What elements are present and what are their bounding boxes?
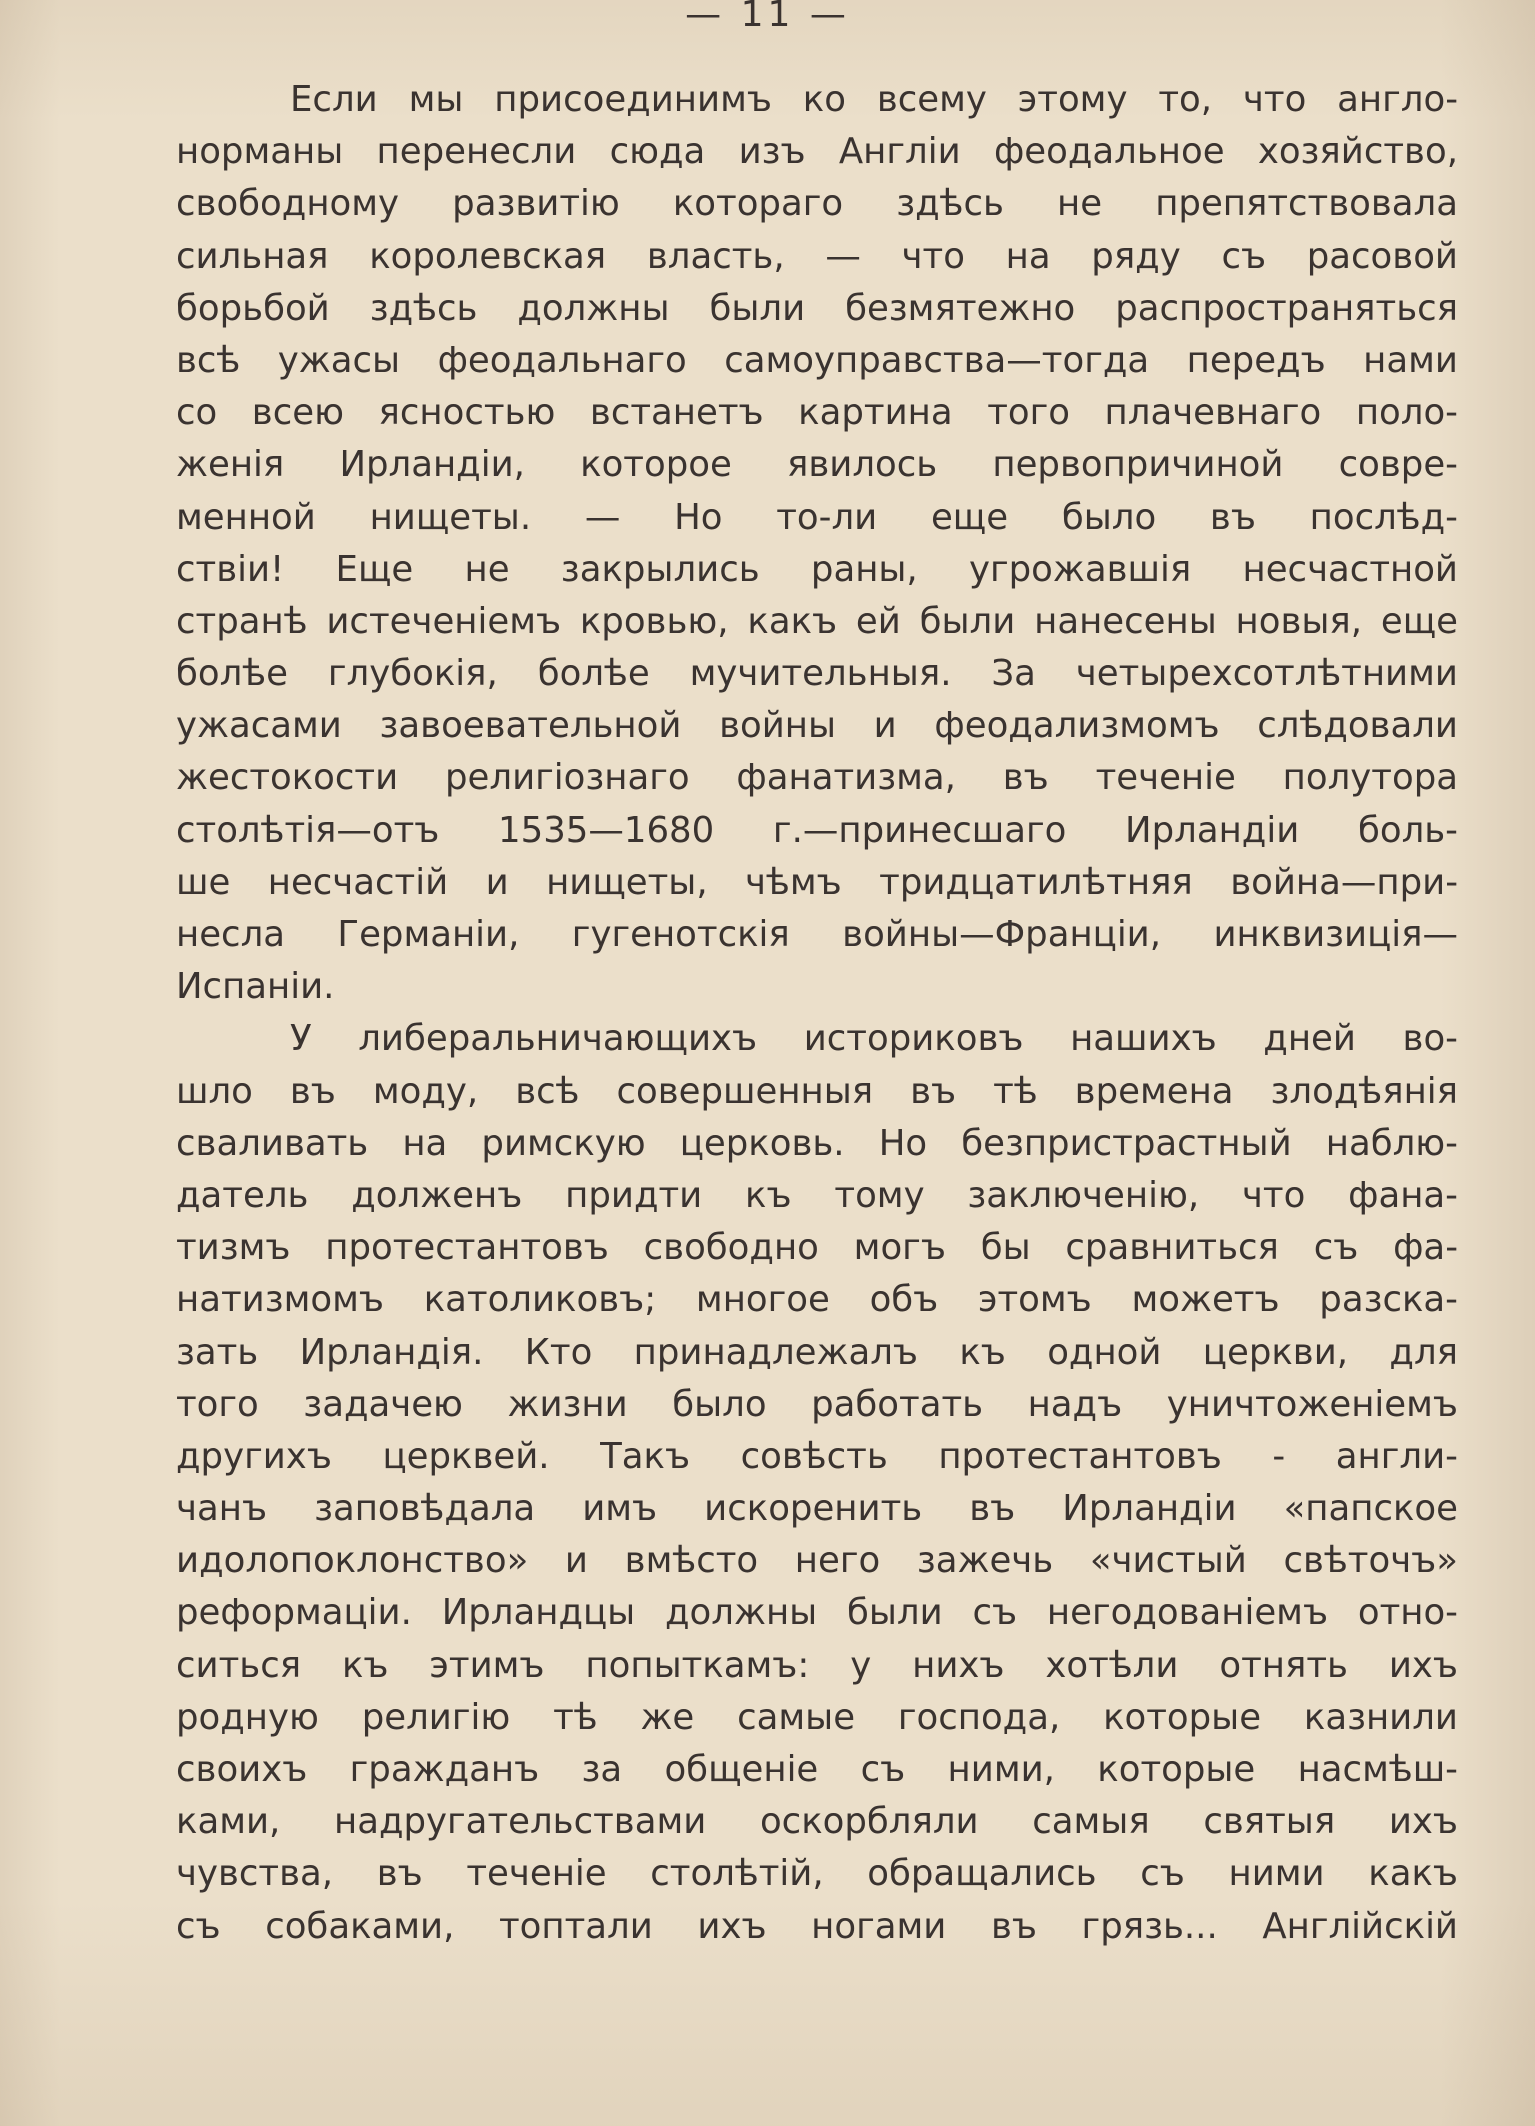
text-line: У либеральничающихъ историковъ нашихъ дней во- [290, 1018, 1458, 1060]
text-line: всѣ ужасы феодальнаго самоуправства—тогда передъ нами [176, 339, 1458, 381]
text-line: сильная королевская власть, — что на ряду съ расовой [176, 235, 1458, 277]
text-line: идолопоклонство» и вмѣсто него зажечь «чистый свѣточъ» [176, 1540, 1458, 1582]
paragraph-1 [176, 74, 1458, 1013]
text-line: датель долженъ придти къ тому заключенію, что фана- [176, 1174, 1458, 1216]
text-line: менной нищеты. — Но то-ли еще было въ послѣд- [176, 496, 1458, 538]
text-line: ситься къ этимъ попыткамъ: у нихъ хотѣли отнять ихъ [176, 1644, 1458, 1686]
text-line: ужасами завоевательной войны и феодализмомъ слѣдовали [176, 705, 1458, 747]
page-number: — 11 — [685, 0, 850, 35]
text-line: родную религію тѣ же самые господа, которые казнили [176, 1696, 1458, 1738]
text-line: болѣе глубокія, болѣе мучительныя. За четырехсотлѣтними [176, 653, 1458, 695]
text-line: зать Ирландія. Кто принадлежалъ къ одной церкви, для [176, 1331, 1458, 1373]
text-line: тизмъ протестантовъ свободно могъ бы сравниться съ фа- [176, 1227, 1458, 1269]
paragraph-2 [176, 1013, 1458, 1952]
text-line: жестокости религіознаго фанатизма, въ теченіе полутора [176, 757, 1458, 799]
text-line: странѣ истеченіемъ кровью, какъ ей были нанесены новыя, еще [176, 600, 1458, 642]
page-text [176, 74, 1458, 1953]
text-line: шло въ моду, всѣ совершенныя въ тѣ времена злодѣянія [176, 1070, 1458, 1112]
text-line: натизмомъ католиковъ; многое объ этомъ можетъ разска- [176, 1279, 1458, 1321]
text-line: со всею ясностью встанетъ картина того плачевнаго поло- [176, 392, 1458, 434]
text-line: ками, надругательствами оскорбляли самыя святыя ихъ [176, 1801, 1458, 1843]
text-line: чанъ заповѣдала имъ искоренить въ Ирландіи «папское [176, 1488, 1458, 1530]
text-line: норманы перенесли сюда изъ Англіи феодальное хозяйство, [176, 131, 1458, 173]
text-line: сваливать на римскую церковь. Но безпристрастный наблю- [176, 1122, 1458, 1164]
text-line: съ собаками, топтали ихъ ногами въ грязь... Англійскій [176, 1905, 1458, 1947]
text-line: другихъ церквей. Такъ совѣсть протестантовъ - англи- [176, 1435, 1458, 1477]
text-line: ше несчастій и нищеты, чѣмъ тридцатилѣтняя война—при- [176, 861, 1458, 903]
text-line: столѣтія—отъ 1535—1680 г.—принесшаго Ирландіи боль- [176, 809, 1458, 851]
text-line: чувства, въ теченіе столѣтій, обращались съ ними какъ [176, 1853, 1458, 1895]
text-line: Если мы присоединимъ ко всему этому то, что англо- [290, 79, 1458, 120]
text-line: ствіи! Еще не закрылись раны, угрожавшія несчастной [176, 548, 1458, 590]
text-line: несла Германіи, гугенотскія войны—Франціи, инквизиція— [176, 914, 1458, 955]
text-line: реформаціи. Ирландцы должны были съ негодованіемъ отно- [176, 1592, 1458, 1634]
text-line: женія Ирландіи, которое явилось первопричиной совре- [176, 444, 1458, 486]
text-line: Испаніи. [176, 966, 335, 1008]
text-line: борьбой здѣсь должны были безмятежно распространяться [176, 287, 1458, 329]
text-line: свободному развитію котораго здѣсь не препятствовала [176, 183, 1458, 225]
text-line: того задачею жизни было работать надъ уничтоженіемъ [176, 1383, 1458, 1425]
text-line: своихъ гражданъ за общеніе съ ними, которые насмѣш- [176, 1749, 1458, 1790]
